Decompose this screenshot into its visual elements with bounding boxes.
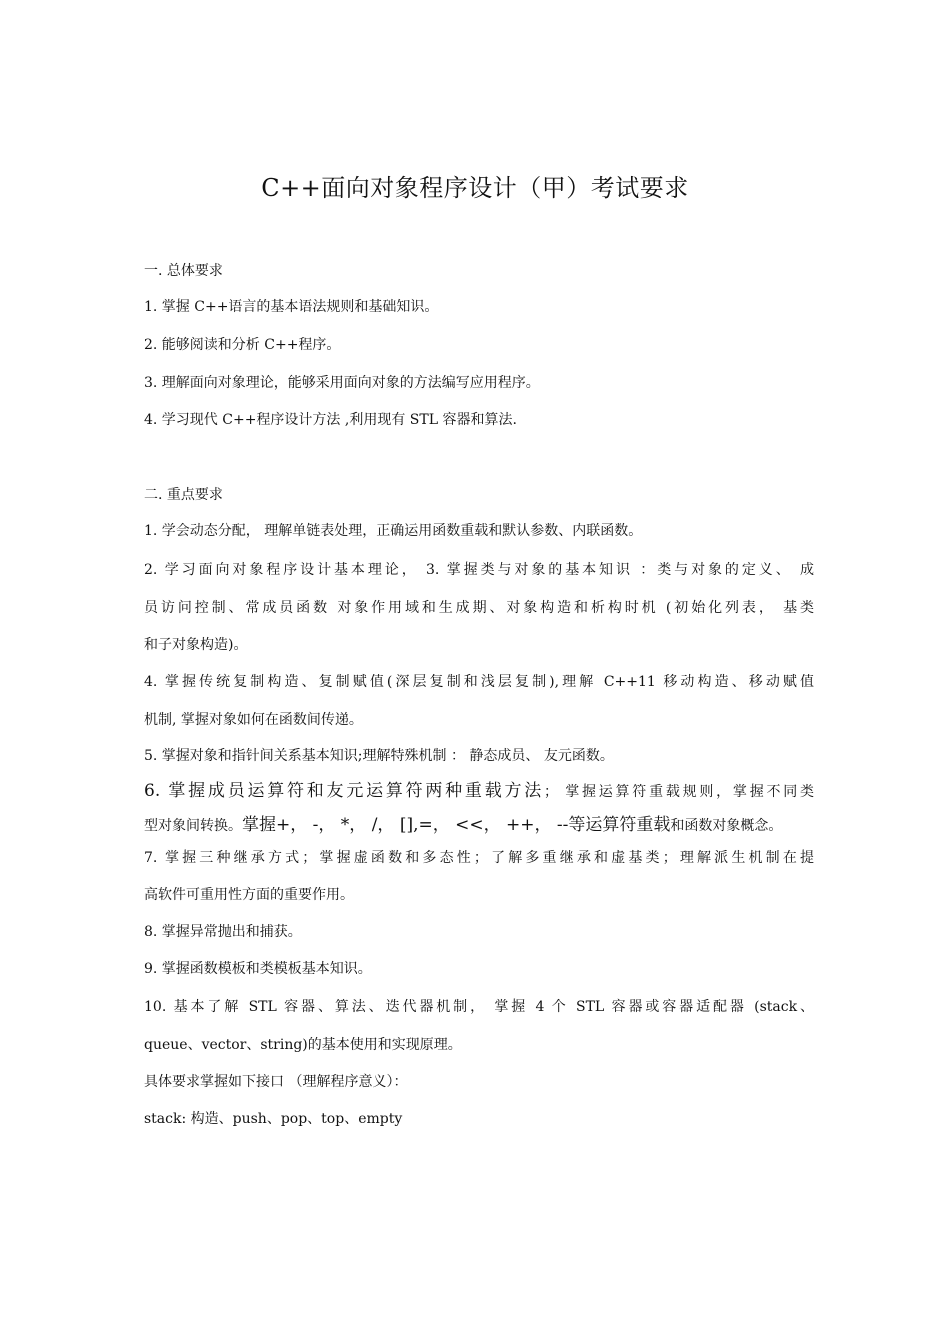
key-item-7-line-1: 7. 掌握三种继承方式；掌握虚函数和多态性；了解多重继承和虚基类；理解派生机制在提 bbox=[144, 850, 814, 866]
general-item-1: 1. 掌握 C++语言的基本语法规则和基础知识。 bbox=[144, 299, 439, 315]
key-item-8: 8. 掌握异常抛出和捕获。 bbox=[144, 924, 302, 940]
section-heading-general: 一. 总体要求 bbox=[144, 263, 223, 279]
key-item-2-line-2: 员访问控制、常成员函数 对象作用域和生成期、对象构造和析构时机 (初始化列表， 基类 bbox=[144, 600, 814, 616]
general-item-3: 3. 理解面向对象理论，能够采用面向对象的方法编写应用程序。 bbox=[144, 375, 540, 391]
key-item-5: 5. 掌握对象和指针间关系基本知识;理解特殊机制 ： 静态成员、 友元函数。 bbox=[144, 748, 614, 764]
key-item-2-line-1: 2. 学习面向对象程序设计基本理论， 3. 掌握类与对象的基本知识 ：类与对象的定义、 成 bbox=[144, 562, 814, 578]
key-item-4-line-1: 4. 掌握传统复制构造、复制赋值(深层复制和浅层复制),理解 C++11 移动构造、移动赋值 bbox=[144, 674, 814, 690]
key-item-4-line-2: 机制, 掌握对象如何在函数间传递。 bbox=[144, 712, 363, 728]
key-item-9: 9. 掌握函数模板和类模板基本知识。 bbox=[144, 961, 372, 977]
key-item-2-line-3: 和子对象构造)。 bbox=[144, 637, 248, 653]
key-item-10-line-2: queue、vector、string)的基本使用和实现原理。 bbox=[144, 1037, 462, 1053]
key-item-6-line-1 bbox=[144, 782, 814, 801]
key-item-6-rest: ； 掌握运算符重载规则，掌握不同类 bbox=[544, 784, 815, 800]
stack-interface: stack: 构造、push、pop、top、empty bbox=[144, 1111, 403, 1127]
document-title: C++面向对象程序设计（甲）考试要求 bbox=[261, 174, 689, 202]
key-item-1: 1. 学会动态分配， 理解单链表处理，正确运用函数重载和默认参数、内联函数。 bbox=[144, 523, 643, 539]
key-item-10-line-1: 10. 基本了解 STL 容器、算法、迭代器机制， 掌握 4 个 STL 容器或容器适配器 (stack、 bbox=[144, 999, 814, 1015]
key-item-7-line-2: 高软件可重用性方面的重要作用。 bbox=[144, 887, 354, 903]
section-heading-key: 二. 重点要求 bbox=[144, 487, 223, 503]
general-item-4: 4. 学习现代 C++程序设计方法 ,利用现有 STL 容器和算法. bbox=[144, 412, 517, 428]
key-item-6-emphasis: 6. 掌握成员运算符和友元运算符两种重载方法 bbox=[144, 781, 545, 801]
key-item-6-conversion: 型对象间转换。 bbox=[144, 818, 242, 834]
interface-intro: 具体要求掌握如下接口 （理解程序意义）： bbox=[144, 1074, 408, 1090]
key-item-6-line-2 bbox=[144, 816, 814, 835]
key-item-6-operators: 掌握+， -， *， /， [],=， <<， ++， --等运算符重载 bbox=[242, 815, 671, 835]
key-item-6-function-objects: 和函数对象概念。 bbox=[670, 818, 783, 834]
general-item-2: 2. 能够阅读和分析 C++程序。 bbox=[144, 337, 341, 353]
